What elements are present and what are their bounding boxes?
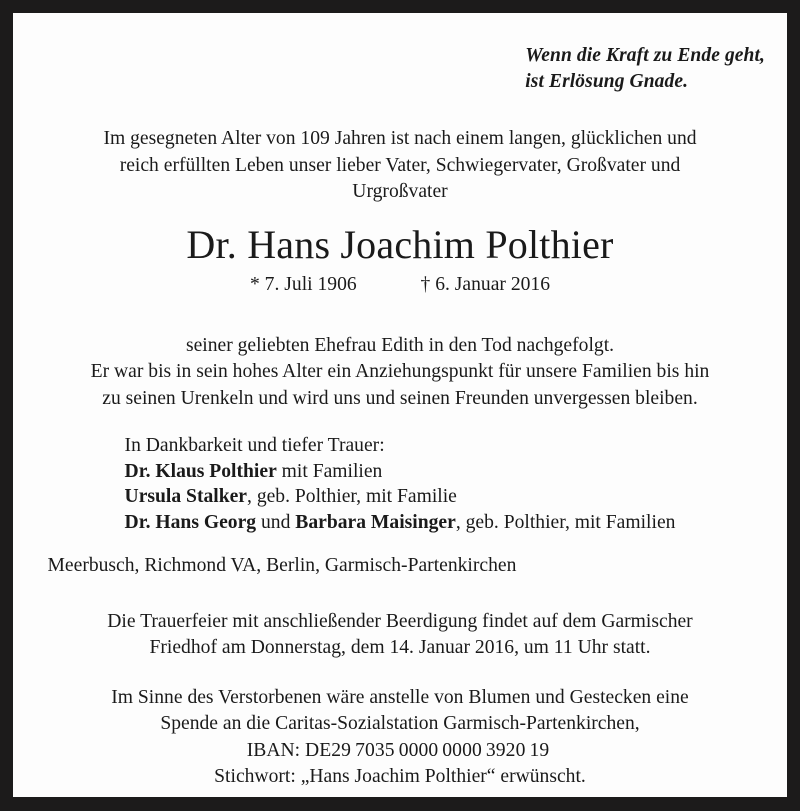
intro-line-1: Im gesegneten Alter von 109 Jahren ist nach einem langen, glücklichen und <box>103 128 697 149</box>
mourner-name: Dr. Hans Georg <box>124 511 257 533</box>
mourner-suffix: mit Familien <box>276 460 383 482</box>
mourner-suffix: , geb. Polthier, mit Familie <box>247 486 457 508</box>
mourner-name: Dr. Klaus Polthier <box>124 460 277 482</box>
obituary-card <box>13 13 787 797</box>
intro-line-3: Urgroßvater <box>352 181 448 203</box>
iban-group: 19 <box>529 739 550 761</box>
epigraph <box>525 43 765 95</box>
death-symbol: † <box>420 274 431 295</box>
tribute-line-3: zu seinen Urenkeln und wird uns und seinen Freunden unvergessen bleiben. <box>102 387 698 409</box>
death-date: 6. Januar 2016 <box>435 274 551 295</box>
iban-group: 7035 <box>355 739 395 761</box>
intro-paragraph <box>13 126 787 206</box>
mourner-entry <box>125 459 676 485</box>
donation-paragraph <box>13 685 787 791</box>
places-block <box>13 553 787 579</box>
keyword-line: Stichwort: „Hans Joachim Polthier“ erwünscht. <box>214 766 586 788</box>
iban-label: IBAN: <box>246 739 301 761</box>
mourner-suffix: , geb. Polthier, mit Familien <box>455 511 676 533</box>
birth-symbol: * <box>249 274 260 295</box>
life-dates <box>13 271 787 299</box>
ceremony-line-1: Die Trauerfeier mit anschließender Beerdigung findet auf dem Garmischer <box>107 611 693 632</box>
tribute-line-2: Er war bis in sein hohes Alter ein Anziehungspunkt für unsere Familien bis hin <box>90 361 710 383</box>
iban-group: 3920 <box>485 739 526 761</box>
iban-group: DE29 <box>304 739 352 761</box>
intro-line-2: reich erfüllten Leben unser lieber Vater, Schwiegervater, Großvater und <box>119 154 681 176</box>
iban-group: 0000 <box>398 739 439 761</box>
iban-value <box>305 740 553 761</box>
ceremony-line-2: Friedhof am Donnerstag, dem 14. Januar 2016, um 11 Uhr statt. <box>149 637 651 659</box>
epigraph-line-2: ist Erlösung Gnade. <box>525 71 689 92</box>
mourner-name-secondary: Barbara Maisinger <box>295 511 456 533</box>
mourner-entry <box>125 484 676 510</box>
places-line: Meerbusch, Richmond VA, Berlin, Garmisch-Partenkirchen <box>47 555 517 576</box>
tribute-line-1: seiner geliebten Ehefrau Edith in den Tod nachgefolgt. <box>185 335 615 356</box>
iban-group: 0000 <box>442 739 482 761</box>
birth-date: 7. Juli 1906 <box>264 274 357 295</box>
iban-line <box>27 738 773 764</box>
mourners-heading: In Dankbarkeit und tiefer Trauer: <box>124 435 385 456</box>
donation-line-2: Spende an die Caritas-Sozialstation Garmisch-Partenkirchen, <box>160 713 640 735</box>
donation-line-1: Im Sinne des Verstorbenen wäre anstelle von Blumen und Gestecken eine <box>111 687 689 708</box>
mourner-name: Ursula Stalker <box>124 486 248 508</box>
mourner-connector: und <box>256 511 296 533</box>
mourner-entry <box>125 510 676 536</box>
mourners-list <box>125 433 676 535</box>
epigraph-line-1: Wenn die Kraft zu Ende geht, <box>525 45 765 66</box>
ceremony-paragraph <box>13 609 787 662</box>
deceased-name: Dr. Hans Joachim Polthier <box>186 222 614 267</box>
tribute-paragraph <box>13 333 787 412</box>
mourners-block <box>13 433 787 535</box>
